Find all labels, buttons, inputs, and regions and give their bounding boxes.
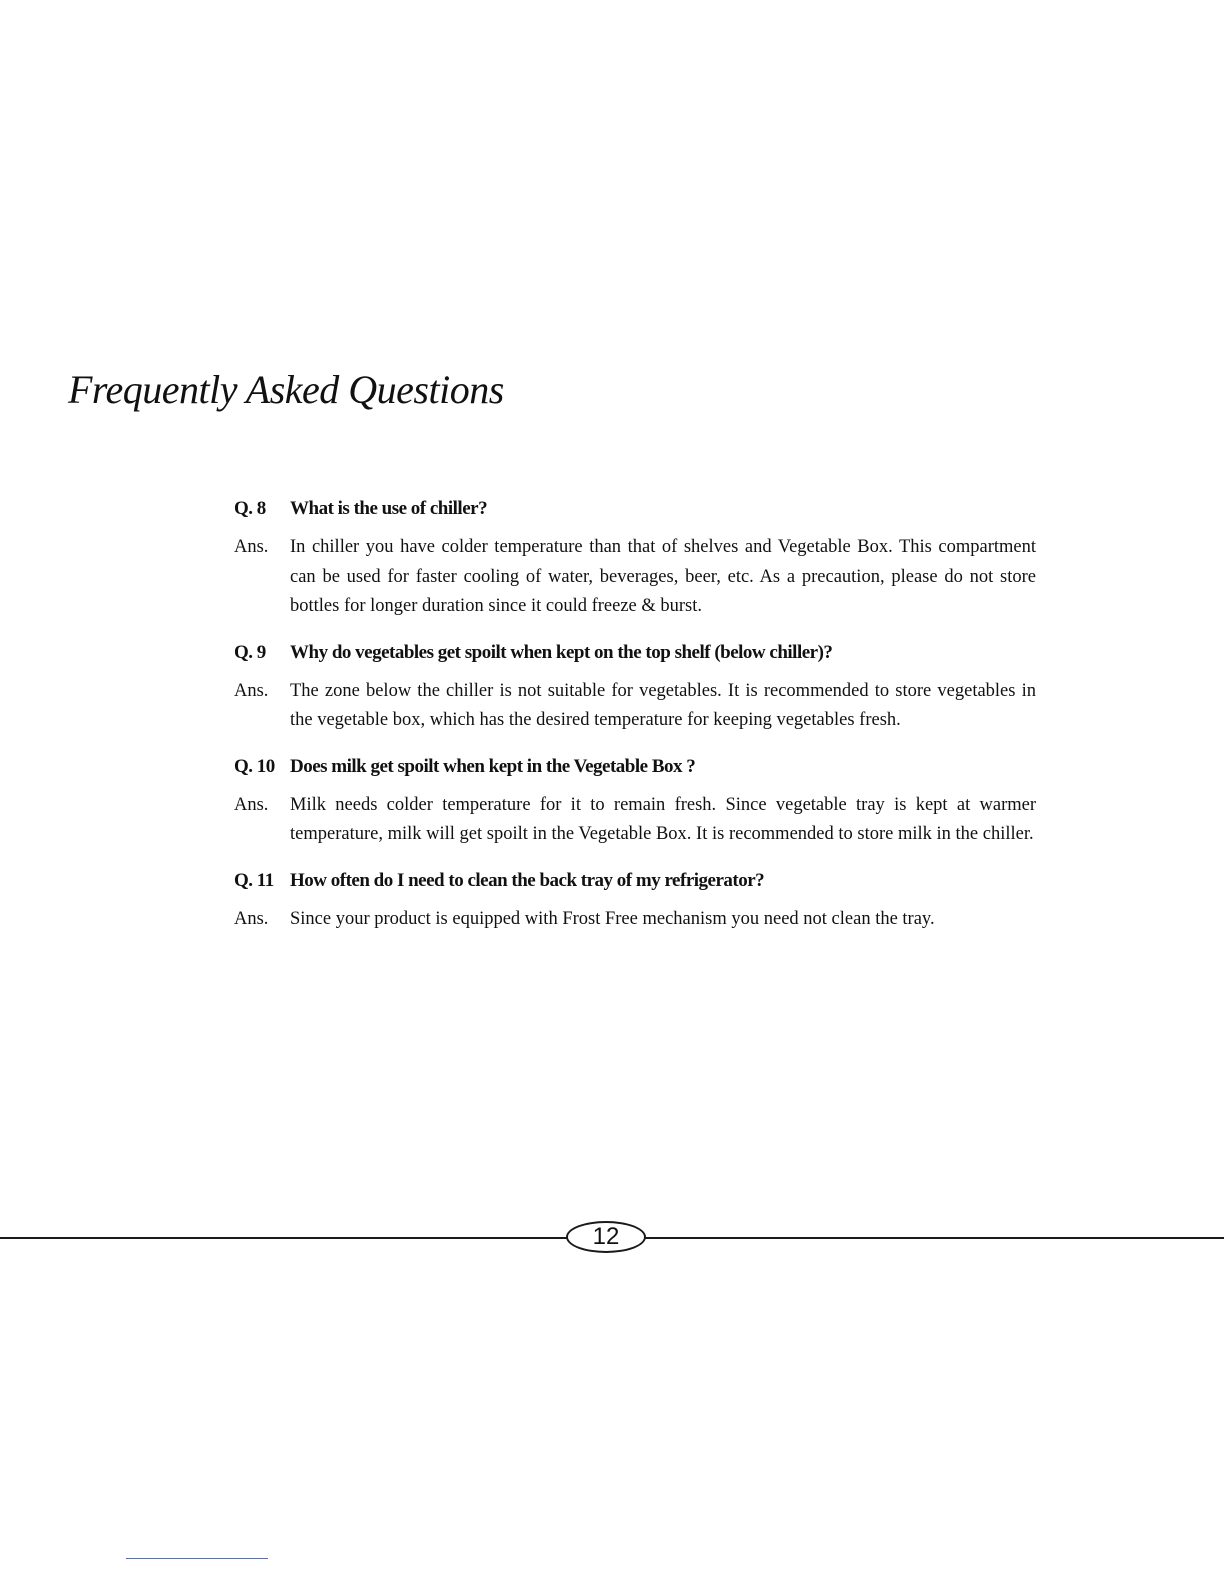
- answer-label: Ans.: [234, 908, 269, 929]
- faq-answer-row: [234, 677, 1036, 736]
- question-text: Does milk get spoilt when kept in the Vegetable Box ?: [290, 755, 696, 777]
- faq-question-row: [234, 494, 1036, 524]
- answer-text: Since your product is equipped with Frost Free mechanism you need not clean the tray.: [290, 908, 935, 929]
- question-number: Q. 8: [234, 498, 266, 519]
- page-title: Frequently Asked Questions: [68, 367, 504, 412]
- question-text: What is the use of chiller?: [290, 498, 488, 519]
- faq-question-row: [234, 752, 1036, 782]
- answer-label: Ans.: [234, 794, 269, 815]
- faq-answer-row: [234, 905, 1036, 935]
- faq-answer-row: [234, 791, 1036, 850]
- answer-label: Ans.: [234, 537, 269, 557]
- answer-text: Milk needs colder temperature for it to remain fresh. Since vegetable tray is kept at warmer temperature, milk will get spoilt in the Vegetable Box. It is recommended to store milk in the chiller.: [290, 794, 1036, 844]
- question-text: Why do vegetables get spoilt when kept on the top shelf (below chiller)?: [290, 641, 833, 663]
- faq-question-row: [234, 638, 1036, 668]
- question-number: Q. 11: [234, 869, 274, 891]
- question-number: Q. 10: [234, 755, 275, 777]
- answer-text: The zone below the chiller is not suitable for vegetables. It is recommended to store vegetables in the vegetable box, which has the desired temperature for keeping vegetables fresh.: [290, 680, 1036, 730]
- bottom-underline-mark: [126, 1558, 268, 1559]
- answer-text: In chiller you have colder temperature than that of shelves and Vegetable Box. This compartment can be used for faster cooling of water, beverages, beer, etc. As a precaution, please do not store bottles for longer duration since it could freeze & burst.: [290, 537, 1036, 616]
- question-text: How often do I need to clean the back tray of my refrigerator?: [290, 869, 765, 891]
- faq-answer-row: [234, 533, 1036, 622]
- question-number: Q. 9: [234, 641, 266, 663]
- answer-label: Ans.: [234, 680, 269, 701]
- faq-list: [234, 494, 1036, 934]
- page-number: 12: [566, 1221, 646, 1253]
- faq-question-row: [234, 866, 1036, 896]
